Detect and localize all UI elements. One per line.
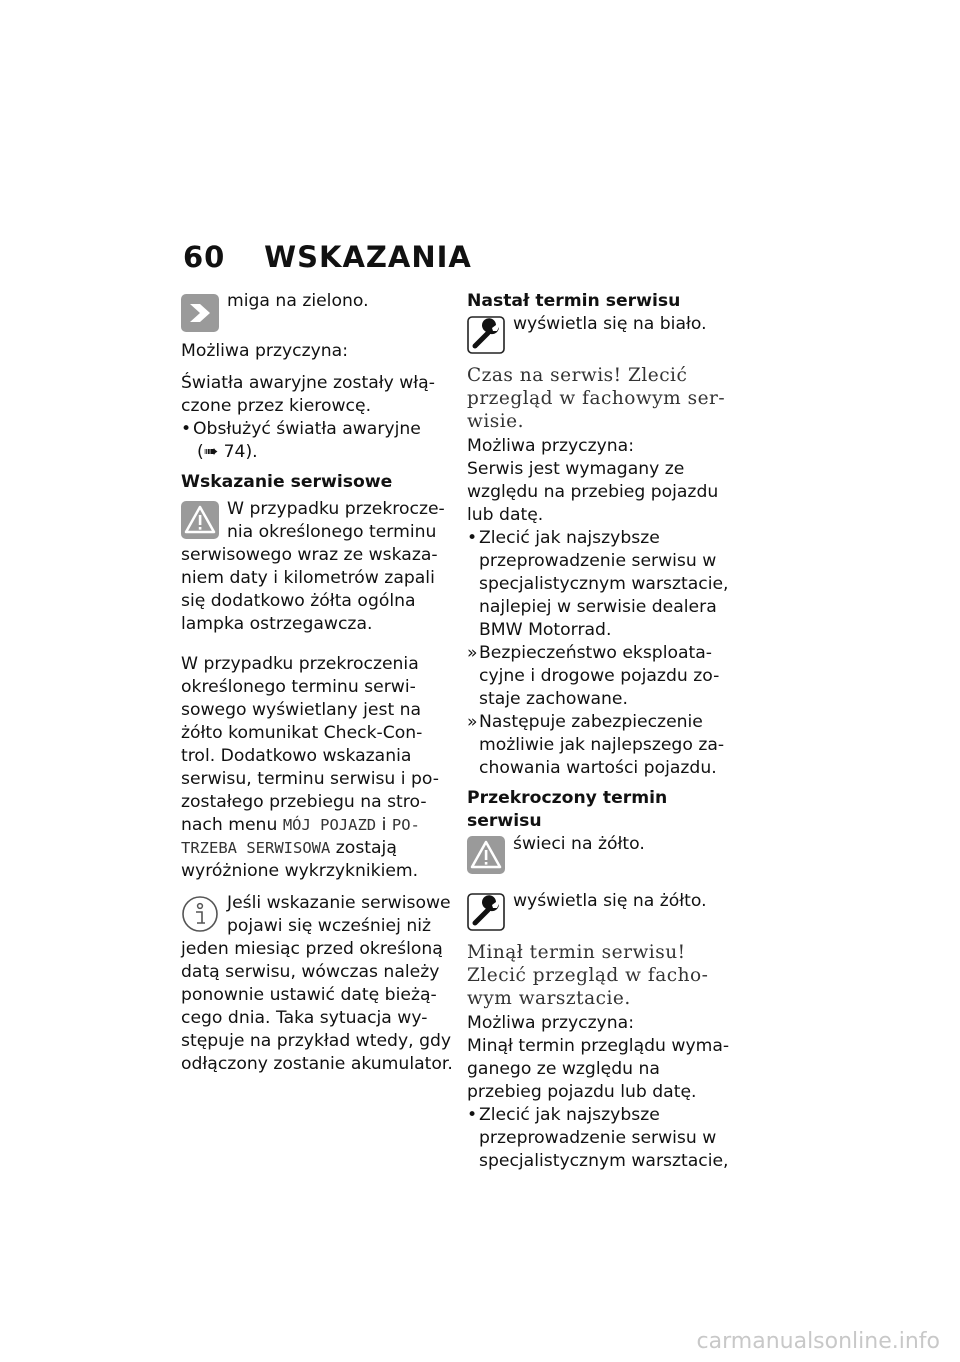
wrench-icon [467, 316, 505, 354]
page-header [183, 240, 472, 274]
indicator-block-hazard [181, 290, 453, 334]
list-item: • Zlecić jak najszybsze przeprowadzenie serwisu w specjalistycznym warsztacie, [467, 1105, 729, 1171]
watermark[interactable]: carmanualsonline.info [696, 1329, 940, 1354]
wrench-icon [467, 893, 505, 931]
cause-label: Możliwa przyczyna: [181, 341, 348, 361]
cause-label: Możliwa przyczyna: [467, 1013, 634, 1033]
result-text: Następuje zabezpieczenie możliwie jak najlepszego za-chowania wartości pojazdu. [479, 712, 725, 778]
wrench-block-yellow [467, 890, 739, 933]
list-item-result: » Następuje zabezpieczenie możliwie jak najlepszego za-chowania wartości pojazdu. [467, 712, 725, 778]
result-text: Bezpieczeństwo eksploata-cyjne i drogowe pojazdu zo-staje zachowane. [479, 643, 720, 709]
check-control-paragraph [181, 653, 453, 883]
section-heading-overdue: Przekroczony termin serwisu [467, 788, 668, 831]
cause-text: Minął termin przeglądu wyma-ganego ze względu na przebieg pojazdu lub datę. [467, 1036, 730, 1102]
bullet-text: Zlecić jak najszybsze przeprowadzenie serwisu w specjalistycznym warsztacie, [479, 1105, 729, 1171]
page-reference-link[interactable]: (➠ 74). [197, 442, 258, 462]
info-icon [181, 895, 219, 933]
wrench-block-white [467, 313, 739, 356]
right-column [467, 290, 739, 1173]
display-message: Czas na serwis! Zlecić przegląd w fachowym ser-wisie. [467, 365, 726, 432]
section-title: WSKAZANIA [264, 240, 472, 274]
info-text: Jeśli wskazanie serwisowe pojawi się wcześniej niż jeden miesiąc przed określoną datą serwisu, wówczas należy ponownie ustawić datę bieżą-cego dnia. Taka sytuacja wy-stępuje na przykład wtedy, gdy odłączony zostanie akumulator. [181, 893, 453, 1074]
warning-triangle-icon [181, 501, 219, 539]
turn-signal-arrow-icon [181, 294, 219, 332]
warning-block [467, 833, 739, 876]
list-item: • Obsłużyć światła awaryjne (➠ 74). [181, 419, 421, 462]
conjunction: i [381, 815, 387, 835]
bullet-text: Obsłużyć światła awaryjne [193, 419, 421, 439]
cause-label: Możliwa przyczyna: [467, 436, 634, 456]
wrench-status-text: wyświetla się na żółto. [513, 891, 707, 911]
bullet-text: Zlecić jak najszybsze przeprowadzenie serwisu w specjalistycznym warsztacie, najlepiej w serwisie dealera BMW Motorrad. [479, 528, 729, 640]
menu-name-my-vehicle: MÓJ POJAZD [282, 816, 377, 834]
warning-text: W przypadku przekrocze-nia określonego terminu serwisowego wraz ze wskaza-niem daty i kilometrów zapali się dodatkowo żółta ogólna lampka ostrzegawcza. [181, 499, 445, 634]
cause-text: Światła awaryjne zostały włą-czone przez kierowcę. [181, 373, 435, 416]
list-item-result: » Bezpieczeństwo eksploata-cyjne i drogowe pojazdu zo-staje zachowane. [467, 643, 720, 709]
section-heading-service-due: Nastał termin serwisu [467, 291, 681, 311]
page-number: 60 [183, 240, 226, 274]
info-block [181, 892, 453, 1085]
warning-block [181, 498, 453, 645]
list-item: • Zlecić jak najszybsze przeprowadzenie serwisu w specjalistycznym warsztacie, najlepiej w serwisie dealera BMW Motorrad. [467, 528, 729, 640]
warning-triangle-icon [467, 836, 505, 874]
hazard-status-text: miga na zielono. [227, 291, 369, 311]
section-heading-service: Wskazanie serwisowe [181, 472, 393, 492]
warning-status-text: świeci na żółto. [513, 834, 645, 854]
paragraph-text: W przypadku przekroczenia określonego terminu serwi-sowego wyświetlany jest na żółto komunikat Check-Con-trol. Dodatkowo wskazania serwisu, terminu serwisu i po-zostałego przebiegu na stro-nach menu [181, 654, 439, 835]
cause-text: Serwis jest wymagany ze względu na przebieg pojazdu lub datę. [467, 459, 719, 525]
wrench-status-text: wyświetla się na biało. [513, 314, 707, 334]
menu-name-service-need: PO-TRZEBA SERWISOWA [181, 816, 420, 857]
display-message: Minął termin serwisu! Zlecić przegląd w facho-wym warsztacie. [467, 942, 709, 1009]
paragraph-text: zostają wyróżnione wykrzyknikiem. [181, 838, 419, 881]
left-column [181, 290, 453, 1093]
